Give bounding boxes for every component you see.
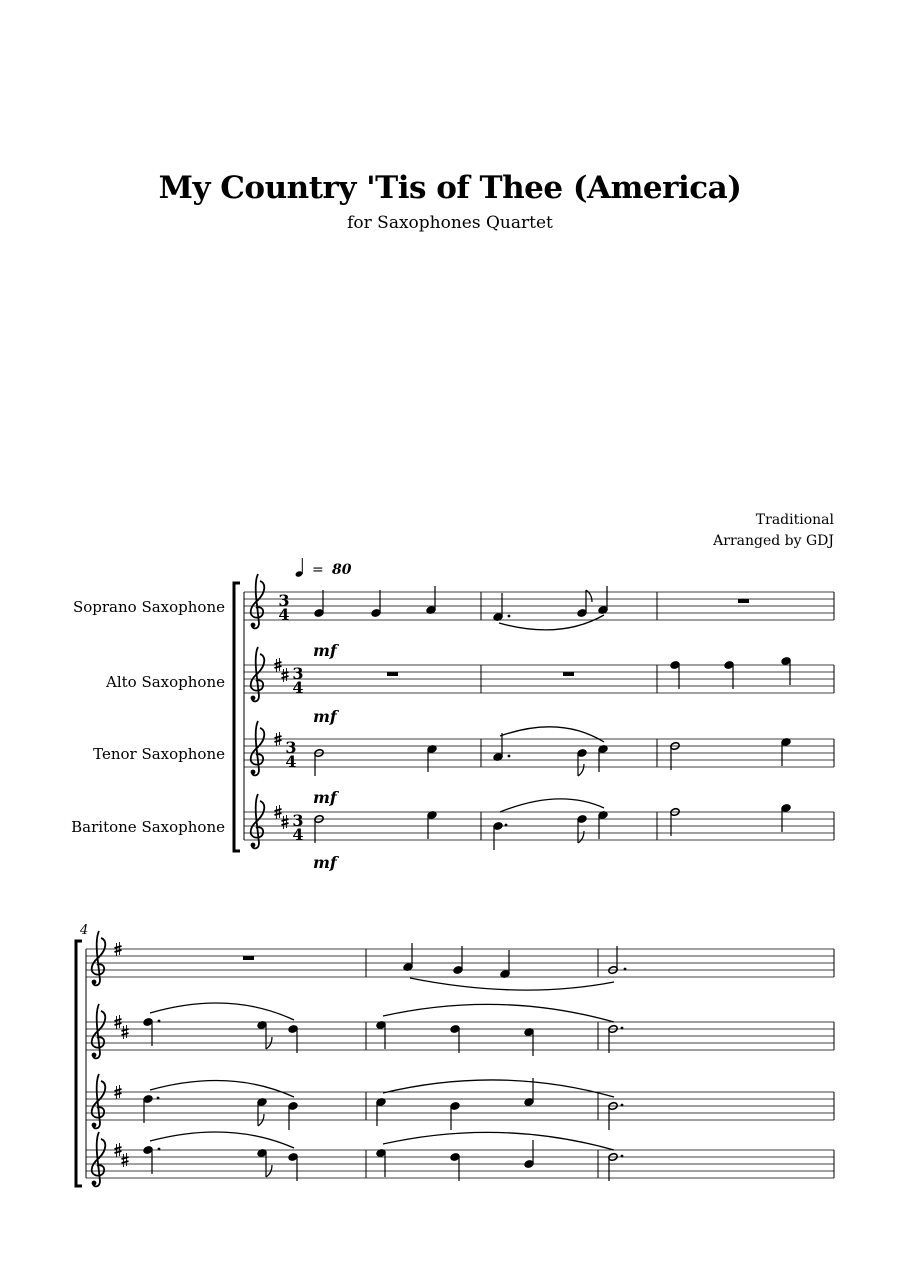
instrument-name-tenor: Tenor Saxophone xyxy=(93,745,225,763)
barlines-system-2 xyxy=(86,949,834,1178)
system-1 xyxy=(234,558,834,872)
instrument-name-soprano: Soprano Saxophone xyxy=(72,598,225,616)
whole-rest-icon xyxy=(563,672,574,676)
system-2 xyxy=(76,923,834,1186)
system-bracket xyxy=(76,941,82,1186)
time-sig-numerator: 3 xyxy=(278,591,290,610)
whole-rest-icon xyxy=(243,956,254,960)
instrument-name-baritone: Baritone Saxophone xyxy=(71,818,225,836)
dynamic-mark: mf xyxy=(313,707,337,726)
whole-rest-icon xyxy=(738,599,749,603)
baritone-notes-system-2 xyxy=(143,1132,624,1181)
tenor-notes-system-2 xyxy=(143,1078,624,1130)
soprano-notes-system-1 xyxy=(314,586,749,630)
time-sig-denominator: 4 xyxy=(285,752,297,771)
tempo-equals: = xyxy=(312,562,324,578)
time-sig-denominator: 4 xyxy=(278,605,290,624)
dynamic-mark: mf xyxy=(313,853,337,872)
alto-notes-system-1 xyxy=(387,657,791,689)
time-sig-numerator: 3 xyxy=(292,664,304,683)
instrument-name-alto: Alto Saxophone xyxy=(106,673,225,691)
soprano-notes-system-2 xyxy=(243,943,626,990)
sharp-icon xyxy=(122,1153,129,1167)
time-sig-numerator: 3 xyxy=(285,738,297,757)
composer-credit: Traditional xyxy=(755,512,834,528)
time-sig-denominator: 4 xyxy=(292,678,304,697)
sharp-icon xyxy=(282,668,289,682)
sharp-icon xyxy=(122,1025,129,1039)
staff-lines-system-2 xyxy=(86,949,834,1178)
arranger-credit: Arranged by GDJ xyxy=(713,533,834,549)
time-sig-numerator: 3 xyxy=(292,811,304,830)
measure-number: 4 xyxy=(80,923,89,938)
whole-rest-icon xyxy=(387,672,398,676)
tenor-notes-system-1 xyxy=(314,727,791,776)
sharp-icon xyxy=(282,815,289,829)
tempo-mark xyxy=(295,558,352,578)
tempo-value: 80 xyxy=(332,562,352,578)
dynamic-mark: mf xyxy=(313,641,337,660)
alto-notes-system-2 xyxy=(143,1003,624,1056)
score-subtitle: for Saxophones Quartet xyxy=(347,213,553,233)
score-title: My Country 'Tis of Thee (America) xyxy=(158,170,742,206)
dynamic-mark: mf xyxy=(313,788,337,807)
time-sig-denominator: 4 xyxy=(292,825,304,844)
baritone-notes-system-1 xyxy=(314,799,791,850)
system-bracket xyxy=(234,583,240,851)
